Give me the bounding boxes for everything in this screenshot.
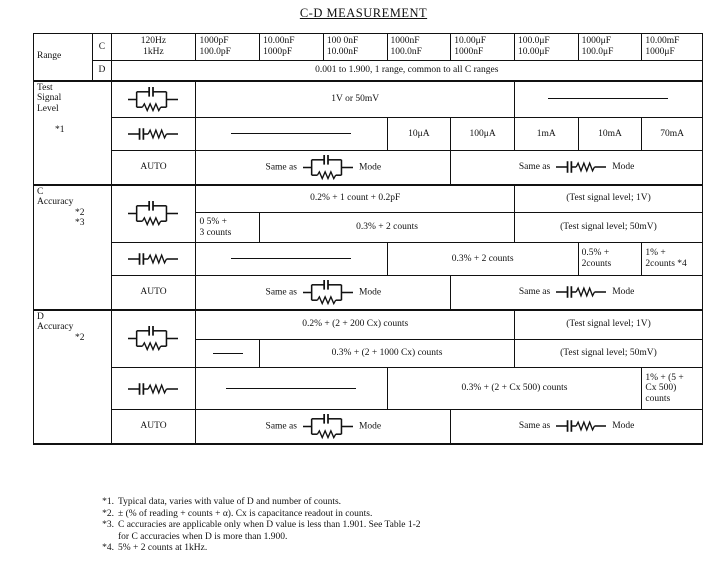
- range-label: Range: [34, 34, 93, 81]
- d-accuracy-series-mid: 0.3% + (2 + Cx 500) counts: [387, 368, 642, 410]
- c-accuracy-1v-note: (Test signal level; 1V): [514, 185, 702, 213]
- series-current: 100μA: [451, 118, 515, 151]
- footnotes: [96, 497, 696, 555]
- auto-same-as-parallel: Same as Mode: [196, 276, 451, 310]
- footnote: for C accuracies when D is more than 1.900.: [118, 531, 288, 542]
- series-rc-icon: [556, 160, 606, 174]
- range-d-row: [34, 61, 703, 81]
- c-accuracy-label: C Accuracy *2 *3: [34, 185, 112, 310]
- auto-label: AUTO: [111, 410, 196, 444]
- series-rc-icon: [111, 243, 196, 276]
- series-current: 10mA: [578, 118, 642, 151]
- auto-same-as-series: Same as Mode: [451, 151, 703, 185]
- range-c-label: C: [93, 34, 111, 61]
- c-accuracy-series-c1: 0.5% + 2counts: [578, 243, 642, 276]
- auto-label: AUTO: [111, 151, 196, 185]
- c-range-cell: 100 0nF 10.00nF: [323, 34, 387, 61]
- cd-measurement-table: [33, 33, 703, 445]
- parallel-rc-icon: [111, 310, 196, 368]
- auto-same-as-series: Same as Mode: [451, 276, 703, 310]
- c-accuracy-row-1: [34, 185, 703, 213]
- parallel-rc-icon: [303, 154, 353, 181]
- series-rc-icon: [111, 368, 196, 410]
- d-accuracy-row-1: [34, 310, 703, 340]
- footnote: *2. ± (% of reading + counts + α). Cx is capacitance readout in counts.: [102, 508, 373, 519]
- auto-same-as-parallel: Same as Mode: [196, 151, 451, 185]
- series-rc-icon: [111, 118, 196, 151]
- d-accuracy-50mv-note: (Test signal level; 50mV): [514, 340, 702, 368]
- d-accuracy-series-last: 1% + (5 + Cx 500) counts: [642, 368, 703, 410]
- parallel-rc-icon: [111, 185, 196, 243]
- d-accuracy-50mv: 0.3% + (2 + 1000 Cx) counts: [260, 340, 515, 368]
- c-accuracy-50mv-note: (Test signal level; 50mV): [514, 213, 702, 243]
- d-accuracy-auto-row: [34, 410, 703, 444]
- d-accuracy-label: D Accuracy *2: [34, 310, 112, 444]
- c-range-cell: 10.00mF 1000μF: [642, 34, 703, 61]
- test-signal-series-row: [34, 118, 703, 151]
- series-rc-icon: [556, 419, 606, 433]
- c-accuracy-50mv: 0.3% + 2 counts: [260, 213, 515, 243]
- series-current: 1mA: [514, 118, 578, 151]
- c-accuracy-50mv-first: 0 5% + 3 counts: [196, 213, 260, 243]
- c-range-cell: 1000μF 100.0μF: [578, 34, 642, 61]
- range-c-row: [34, 34, 703, 61]
- c-range-cell: 100.0μF 10.00μF: [514, 34, 578, 61]
- test-signal-auto-row: [34, 151, 703, 185]
- auto-same-as-series: Same as Mode: [451, 410, 703, 444]
- test-signal-label: Test Signal Level *1: [34, 81, 112, 185]
- d-range-value: 0.001 to 1.900, 1 range, common to all C ranges: [111, 61, 703, 81]
- c-range-cell: 10.00μF 1000nF: [451, 34, 515, 61]
- parallel-rc-icon: [303, 413, 353, 440]
- c-range-cell: 10.00nF 1000pF: [260, 34, 324, 61]
- test-signal-parallel-dash: [514, 81, 702, 118]
- c-accuracy-series-c2: 1% + 2counts *4: [642, 243, 703, 276]
- c-accuracy-series-dash: [196, 243, 387, 276]
- parallel-rc-icon: [303, 279, 353, 306]
- parallel-rc-icon: [111, 81, 196, 118]
- d-accuracy-50mv-dash: [196, 340, 260, 368]
- footnote: *1. Typical data, varies with value of D and number of counts.: [102, 497, 342, 507]
- auto-same-as-parallel: Same as Mode: [196, 410, 451, 444]
- c-accuracy-series-row: [34, 243, 703, 276]
- c-range-cell: 1000nF 100.0nF: [387, 34, 451, 61]
- range-freq: 120Hz 1kHz: [111, 34, 196, 61]
- c-accuracy-1v: 0.2% + 1 count + 0.2pF: [196, 185, 515, 213]
- footnote: *3. C accuracies are applicable only when D value is less than 1.901. See Table 1-2: [102, 520, 421, 530]
- d-accuracy-1v: 0.2% + (2 + 200 Cx) counts: [196, 310, 515, 340]
- d-accuracy-1v-note: (Test signal level; 1V): [514, 310, 702, 340]
- series-rc-icon: [556, 285, 606, 299]
- series-current: 70mA: [642, 118, 703, 151]
- series-current: 10μA: [387, 118, 451, 151]
- auto-label: AUTO: [111, 276, 196, 310]
- test-signal-parallel-value: 1V or 50mV: [196, 81, 515, 118]
- test-signal-parallel-row: [34, 81, 703, 118]
- d-accuracy-series-row: [34, 368, 703, 410]
- c-accuracy-series-mid: 0.3% + 2 counts: [387, 243, 578, 276]
- d-accuracy-series-dash: [196, 368, 387, 410]
- c-range-cell: 1000pF 100.0pF: [196, 34, 260, 61]
- page-title: C-D MEASUREMENT: [299, 6, 428, 20]
- range-d-label: D: [93, 61, 111, 81]
- footnote: *4. 5% + 2 counts at 1kHz.: [102, 543, 208, 553]
- c-accuracy-auto-row: [34, 276, 703, 310]
- test-signal-series-dash: [196, 118, 387, 151]
